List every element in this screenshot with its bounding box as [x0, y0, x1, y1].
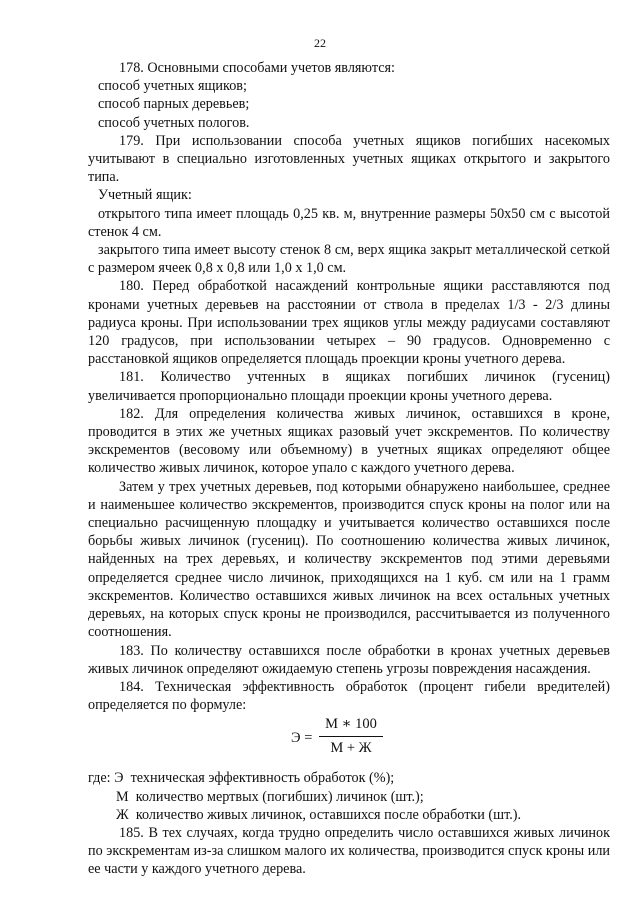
- paragraph-181: 181. Количество учтенных в ящиках погибших личинок (гусениц) увеличивается пропорционально площади проекции кроны учетного дерева.: [88, 369, 610, 404]
- formula-fraction: [319, 715, 383, 758]
- definition-text: количество живых личинок, оставшихся после обработки (шт.).: [135, 806, 522, 823]
- paragraph-182: 182. Для определения количества живых личинок, оставшихся в кроне, проводится в этих же учетных ящиках разовый учет экскрементов. По количеству экскрементов (весовому или объемному) в учетных ящиках определяют общее количество живых личинок, которое упало с каждого учетного дерева.: [88, 405, 610, 477]
- formula-lhs: Э =: [291, 730, 313, 747]
- definition-text: техническая эффективность обработок (%);: [130, 770, 395, 787]
- formula-denominator: М + Ж: [330, 740, 372, 757]
- definition-row: [88, 806, 610, 824]
- box-intro: Учетный ящик:: [98, 187, 192, 204]
- box-open-type: открытого типа имеет площадь 0,25 кв. м, внутренние размеры 50х50 см с высотой стенок 4 см.: [88, 205, 610, 240]
- formula-definitions: [88, 769, 610, 824]
- document-body: [88, 59, 610, 879]
- paragraph-183: 183. По количеству оставшихся после обработки в кронах учетных деревьев живых личинок определяют ожидаемую степень угрозы повреждения насаждения.: [88, 642, 610, 677]
- list-item-method-paired-trees: способ парных деревьев;: [98, 96, 250, 113]
- definition-symbol: Ж: [116, 806, 129, 823]
- fraction-bar: [319, 736, 383, 737]
- definition-text: количество мертвых (погибших) личинок (шт.);: [135, 788, 424, 805]
- where-label: где:: [88, 770, 111, 787]
- paragraph-184: 184. Техническая эффективность обработок (процент гибели вредителей) определяется по формуле:: [88, 678, 610, 714]
- definition-symbol: М: [116, 788, 129, 805]
- paragraph-178-intro: 178. Основными способами учетов являются:: [119, 60, 395, 76]
- definition-row: [88, 788, 610, 806]
- efficiency-formula: [88, 715, 610, 763]
- paragraph-182-continued: Затем у трех учетных деревьев, под которыми обнаружено наибольшее, среднее и наименьшее количество экскрементов, производится спуск кроны на полог или на специально расчищенную площадку и учитывается количество оставшихся после борьбы живых личинок (гусениц). По соотношению количества живых личинок, найденных на трех деревьях, и количеству экскрементов под этими деревьями определяется среднее число личинок, приходящихся на 1 куб. см или на 1 грамм экскрементов. Количество оставшихся живых личинок на всех остальных учетных деревьях, на которых спуск кроны не производился, рассчитывается из полученного соотношения.: [88, 478, 610, 641]
- box-closed-type: закрытого типа имеет высоту стенок 8 см, верх ящика закрыт металлической сеткой с размером ячеек 0,8 х 0,8 или 1,0 х 1,0 см.: [88, 242, 610, 277]
- list-item-method-boxes: способ учетных ящиков;: [98, 78, 247, 95]
- paragraph-179: 179. При использовании способа учетных ящиков погибших насекомых учитывают в специально изготовленных учетных ящиках открытого и закрытого типа.: [88, 132, 610, 186]
- list-item-method-canopies: способ учетных пологов.: [98, 114, 250, 131]
- paragraph-185: 185. В тех случаях, когда трудно определить число оставшихся живых личинок по экскрементам из-за слишком малого их количества, производится спуск кроны или ее части у каждого учетного дерева.: [88, 824, 610, 878]
- definition-symbol: Э: [114, 770, 124, 787]
- paragraph-180: 180. Перед обработкой насаждений контрольные ящики расставляются под кронами учетных деревьев на расстоянии от ствола в пределах 1/3 - 2/3 длины радиуса кроны. При использовании трех ящиков углы между радиусами составляют 120 градусов, при использовании четырех – 90 градусов. Одновременно с расстановкой ящиков определяется площадь проекции кроны учетного дерева.: [88, 278, 610, 368]
- page-number: 22: [314, 36, 326, 50]
- formula-numerator: М ∗ 100: [325, 716, 377, 733]
- definition-row: [88, 769, 610, 787]
